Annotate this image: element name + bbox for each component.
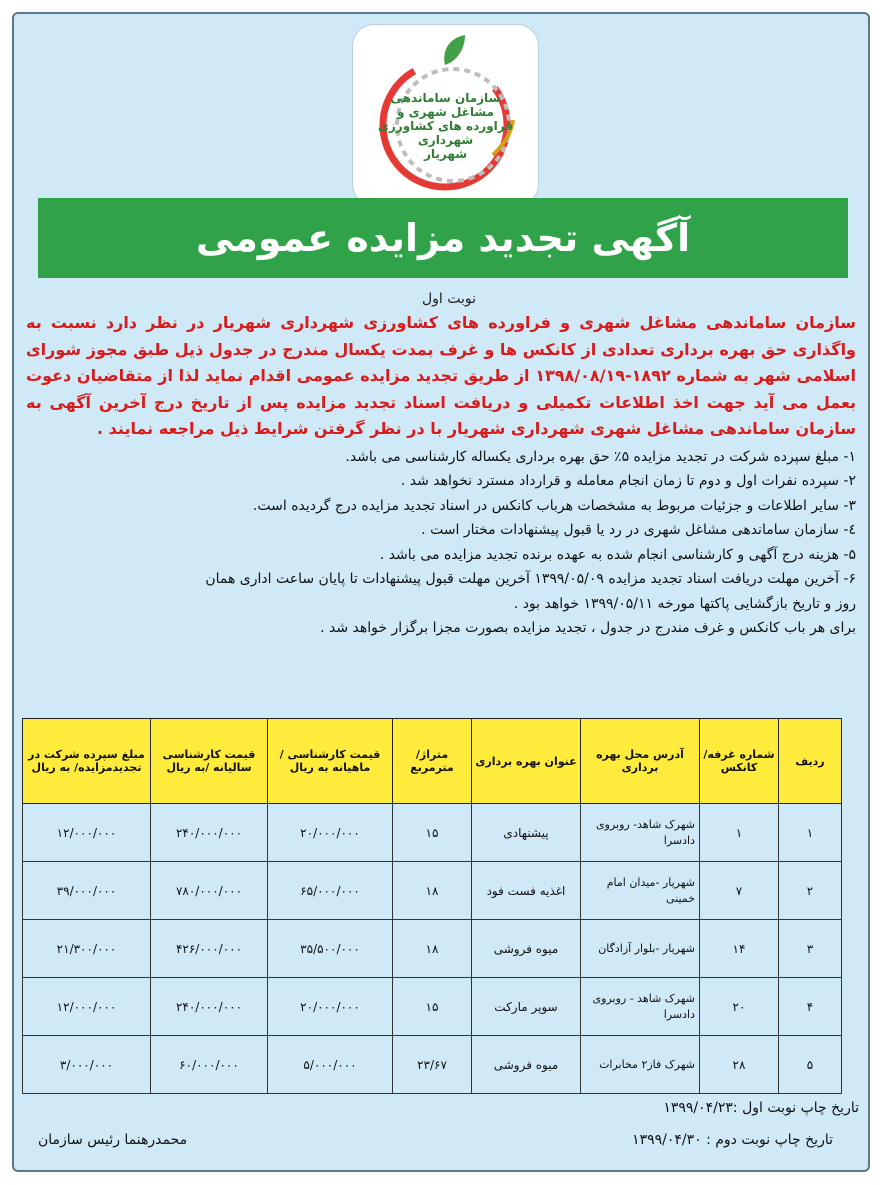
auction-table xyxy=(22,718,842,1094)
organization-logo xyxy=(352,24,539,206)
cell-title: پیشنهادی xyxy=(472,804,581,862)
condition-item: برای هر باب کانکس و غرف مندرج در جدول ، تجدید مزایده بصورت مجزا برگزار خواهد شد . xyxy=(320,620,856,636)
condition-item: ۵- هزینه درج آگهی و کارشناسی انجام شده به عهده برنده تجدید مزایده می باشد . xyxy=(379,546,856,563)
cell-row: ۳ xyxy=(779,920,842,978)
title-banner xyxy=(38,198,848,278)
cell-row: ۵ xyxy=(779,1036,842,1094)
first-print-date: تاریخ چاپ نوبت اول :۱۳۹۹/۰۴/۲۳ xyxy=(663,1100,859,1116)
condition-item: ٤- سازمان ساماندهی مشاغل شهری در رد یا قبول پیشنهادات مختار است . xyxy=(421,522,856,538)
header-booth-number: شماره غرفه/ کانکس xyxy=(700,719,779,804)
logo-line: فراورده های کشاورزی xyxy=(377,119,514,133)
page-title: آگهی تجدید مزایده عمومی xyxy=(195,216,691,260)
cell-area: ۱۵ xyxy=(393,978,472,1036)
cell-deposit: ۲۱/۳۰۰/۰۰۰ xyxy=(23,920,151,978)
intro-paragraph: سازمان ساماندهی مشاغل شهری و فراورده های کشاورزی شهرداری شهریار در نظر دارد نسبت به واگذاری حق بهره برداری تعدادی از کانکس ها و غرف بمدت یکسال مندرج در جدول ذیل طبق مجوز شورای اسلامی شهر به شماره ۱۸۹۲-۱۳۹۸/۰۸/۱۹ از طریق تجدید مزایده عمومی اقدام نماید لذا از متقاضیان دعوت بعمل می آید جهت اخذ اطلاعات تکمیلی و دریافت اسناد تجدید مزایده پس از تاریخ درج آخرین آگهی به سازمان ساماندهی مشاغل شهری شهرداری شهریار با در نظر گرفتن شرایط ذیل مراجعه نمایند . xyxy=(26,313,856,438)
cell-area: ۱۸ xyxy=(393,862,472,920)
cell-address: شهریار -میدان امام خمینی xyxy=(581,862,700,920)
cell-row: ۱ xyxy=(779,804,842,862)
cell-yearly: ۴۲۶/۰۰۰/۰۰۰ xyxy=(151,920,268,978)
logo-line: سازمان ساماندهی xyxy=(390,91,501,105)
cell-title: میوه فروشی xyxy=(472,1036,581,1094)
cell-yearly: ۷۸۰/۰۰۰/۰۰۰ xyxy=(151,862,268,920)
cell-title: سوپر مارکت xyxy=(472,978,581,1036)
cell-address: شهرک شاهد - روبروی دادسرا xyxy=(581,978,700,1036)
table-row xyxy=(23,920,842,978)
table-row xyxy=(23,978,842,1036)
cell-area: ۱۵ xyxy=(393,804,472,862)
logo-line: شهرداری xyxy=(417,133,474,147)
cell-title: اغذیه فست فود xyxy=(472,862,581,920)
logo-text xyxy=(353,91,538,161)
notice-body xyxy=(26,288,856,641)
header-deposit: مبلغ سپرده شرکت در تجدیدمزایده/ به ریال xyxy=(23,719,151,804)
header-address: آدرس محل بهره برداری xyxy=(581,719,700,804)
cell-booth: ۱۴ xyxy=(700,920,779,978)
cell-monthly: ۲۰/۰۰۰/۰۰۰ xyxy=(268,804,393,862)
cell-monthly: ۶۵/۰۰۰/۰۰۰ xyxy=(268,862,393,920)
cell-row: ۲ xyxy=(779,862,842,920)
table-header-row xyxy=(23,719,842,804)
condition-item: روز و تاریخ بازگشایی پاکتها مورخه ۱۳۹۹/۰۵/۱۱ خواهد بود . xyxy=(513,595,856,612)
header-yearly-price: قیمت کارشناسی سالیانه /به ریال xyxy=(151,719,268,804)
cell-booth: ۲۰ xyxy=(700,978,779,1036)
cell-monthly: ۳۵/۵۰۰/۰۰۰ xyxy=(268,920,393,978)
header-usage-title: عنوان بهره برداری xyxy=(472,719,581,804)
cell-deposit: ۳۹/۰۰۰/۰۰۰ xyxy=(23,862,151,920)
cell-booth: ۲۸ xyxy=(700,1036,779,1094)
conditions-list xyxy=(26,445,856,641)
cell-row: ۴ xyxy=(779,978,842,1036)
table-row xyxy=(23,804,842,862)
table-row xyxy=(23,1036,842,1094)
table-row xyxy=(23,862,842,920)
round-label: نوبت اول xyxy=(421,291,476,307)
cell-monthly: ۵/۰۰۰/۰۰۰ xyxy=(268,1036,393,1094)
cell-address: شهریار -بلوار آزادگان xyxy=(581,920,700,978)
cell-deposit: ۱۲/۰۰۰/۰۰۰ xyxy=(23,804,151,862)
cell-deposit: ۱۲/۰۰۰/۰۰۰ xyxy=(23,978,151,1036)
cell-title: میوه فروشی xyxy=(472,920,581,978)
header-area: متراژ/مترمربع xyxy=(393,719,472,804)
logo-line: مشاغل شهری و xyxy=(396,105,495,119)
condition-item: ۳- سایر اطلاعات و جزئیات مربوط به مشخصات هرباب کانکس در اسناد تجدید مزایده درج گردیده است. xyxy=(252,497,856,514)
signer-name: محمدرهنما رئیس سازمان xyxy=(38,1132,188,1148)
cell-deposit: ۳/۰۰۰/۰۰۰ xyxy=(23,1036,151,1094)
condition-item: ۶- آخرین مهلت دریافت اسناد تجدید مزایده ۱۳۹۹/۰۵/۰۹ آخرین مهلت قبول پیشنهادات تا پایان ساعت اداری همان xyxy=(205,571,856,587)
cell-booth: ۱ xyxy=(700,804,779,862)
cell-address: شهرک فاز۲ مخابرات xyxy=(581,1036,700,1094)
cell-area: ۲۳/۶۷ xyxy=(393,1036,472,1094)
logo-line: شهریار xyxy=(423,147,468,161)
second-print-date: تاریخ چاپ نوبت دوم : ۱۳۹۹/۰۴/۳۰ xyxy=(632,1132,833,1148)
cell-booth: ۷ xyxy=(700,862,779,920)
condition-item: ۱- مبلغ سپرده شرکت در تجدید مزایده ۵٪ حق بهره برداری یکساله کارشناسی می باشد. xyxy=(345,448,856,465)
cell-monthly: ۲۰/۰۰۰/۰۰۰ xyxy=(268,978,393,1036)
cell-yearly: ۶۰/۰۰۰/۰۰۰ xyxy=(151,1036,268,1094)
header-monthly-price: قیمت کارشناسی / ماهیانه به ریال xyxy=(268,719,393,804)
header-row-number: ردیف xyxy=(779,719,842,804)
condition-item: ۲- سپرده نفرات اول و دوم تا زمان انجام معامله و قرارداد مسترد نخواهد شد . xyxy=(400,473,856,489)
cell-yearly: ۲۴۰/۰۰۰/۰۰۰ xyxy=(151,804,268,862)
cell-area: ۱۸ xyxy=(393,920,472,978)
cell-yearly: ۲۴۰/۰۰۰/۰۰۰ xyxy=(151,978,268,1036)
cell-address: شهرک شاهد- روبروی دادسرا xyxy=(581,804,700,862)
